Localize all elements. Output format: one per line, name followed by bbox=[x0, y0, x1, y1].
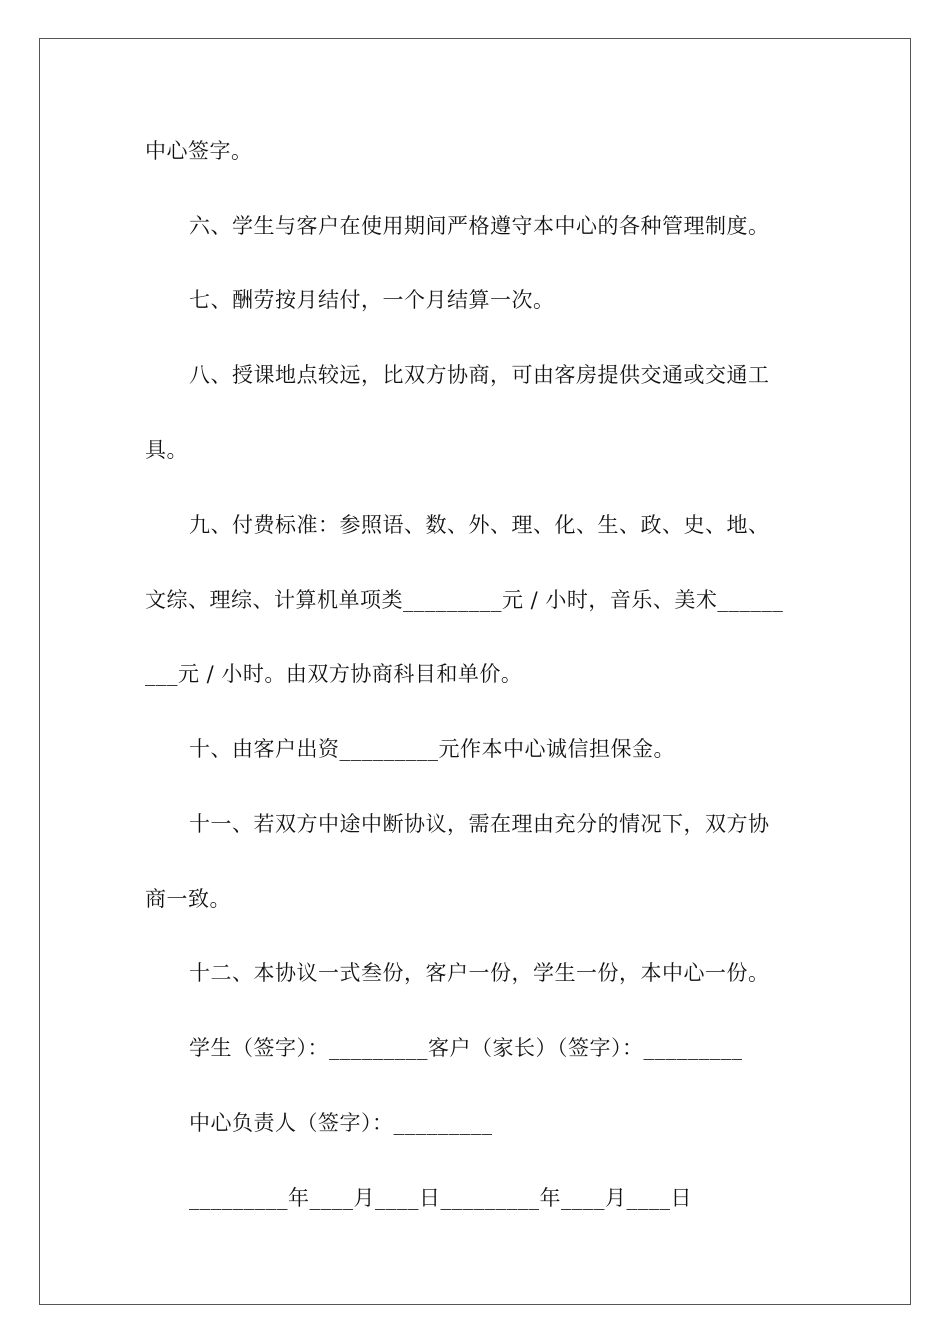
clause-nine-continued-2: ___元 / 小时。由双方协商科目和单价。 bbox=[145, 662, 523, 686]
clause-eleven: 十一、若双方中途中断协议，需在理由充分的情况下，双方协 bbox=[189, 812, 770, 836]
signature-student-client: 学生（签字）：_________客户（家长）（签字）：_________ bbox=[189, 1036, 743, 1060]
clause-seven: 七、酬劳按月结付，一个月结算一次。 bbox=[189, 288, 555, 312]
clause-nine: 九、付费标准：参照语、数、外、理、化、生、政、史、地、 bbox=[189, 513, 770, 537]
clause-nine-continued-1: 文综、理综、计算机单项类_________元 / 小时，音乐、美术______ bbox=[145, 588, 784, 612]
text-line-center-signature: 中心签字。 bbox=[145, 139, 253, 163]
clause-eight-continued: 具。 bbox=[145, 438, 188, 462]
signature-center-head: 中心负责人（签字）：_________ bbox=[189, 1111, 493, 1135]
clause-ten: 十、由客户出资_________元作本中心诚信担保金。 bbox=[189, 737, 675, 761]
clause-twelve: 十二、本协议一式叁份，客户一份，学生一份，本中心一份。 bbox=[189, 961, 770, 985]
signature-dates: _________年____月____日_________年____月____日 bbox=[189, 1186, 692, 1210]
clause-six: 六、学生与客户在使用期间严格遵守本中心的各种管理制度。 bbox=[189, 214, 770, 238]
clause-eleven-continued: 商一致。 bbox=[145, 887, 231, 911]
clause-eight: 八、授课地点较远，比双方协商，可由客房提供交通或交通工 bbox=[189, 363, 770, 387]
